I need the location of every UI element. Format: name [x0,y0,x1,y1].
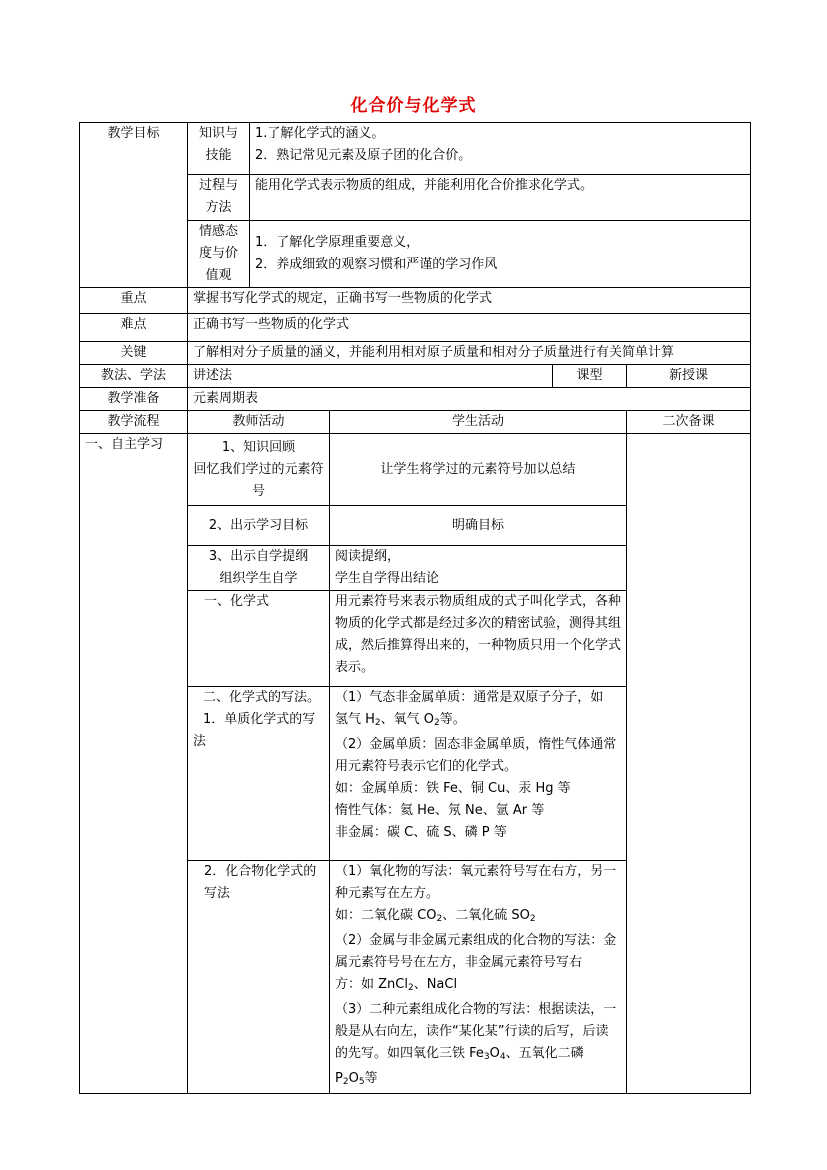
teacher-activity-2: 2、出示学习目标 [188,506,330,546]
notes-header: 二次备课 [627,411,751,434]
knowledge-item-1: 1.了解化学式的涵义。 [255,126,385,141]
goals-label: 教学目标 [80,123,188,288]
student-6-line-1: （1）氧化物的写法：氧元素符号写在右方，另一种元素写在左方。 [335,864,617,901]
knowledge-item-2: 2．熟记常见元素及原子团的化合价。 [255,148,472,163]
student-5-line-5: 非金属：碳 C、硫 S、磷 P 等 [335,825,507,840]
lesson-type-label: 课型 [553,365,627,388]
section-self-study: 一、自主学习 [80,434,188,1094]
flow-row-1 [80,434,751,506]
key-point-text: 掌握书写化学式的规定，正确书写一些物质的化学式 [188,288,751,314]
student-6-line-3: （2）金属与非金属元素组成的化合物的写法：金属元素符号号在左方，非金属元素符号写右 [335,933,617,970]
method-text: 讲述法 [188,365,553,388]
student-5-line-1: （1）气态非金属单质：通常是双原子分子，如 [335,690,604,705]
goals-knowledge-row [80,123,751,175]
student-activity-4: 用元素符号来表示物质组成的式子叫化学式，各种物质的化学式都是经过多次的精密试验，测得其组成，然后推算得出来的，一种物质只用一个化学式表示。 [330,591,627,687]
flow-header-row [80,411,751,434]
page-title: 化合价与化学式 [350,96,477,116]
student-activity-1: 让学生将学过的元素符号加以总结 [330,434,627,506]
knowledge-content [250,123,751,175]
flow-header: 教学流程 [80,411,188,434]
student-6-line-5: $P_2O_5$等 [335,1071,378,1087]
teacher-activity-4: 一、化学式 [188,591,330,687]
difficulty-row [80,314,751,342]
emotion-item-1: 1．了解化学原理重要意义， [255,235,420,250]
teacher-activity-5-line-2: 1．单质化学式的写法 [193,712,316,749]
student-activity-3-line-1: 阅读提纲， [335,549,401,564]
key-row [80,342,751,365]
teacher-activity-6: 2．化合物化学式的写法 [188,861,330,1094]
teacher-header: 教师活动 [188,411,330,434]
teacher-activity-5 [188,687,330,861]
student-activity-3 [330,546,627,591]
notes-cell [627,434,751,1094]
process-label: 过程与方法 [188,175,250,221]
process-content: 能用化学式表示物质的组成，并能利用化合价推求化学式。 [250,175,751,221]
student-5-line-3: 如：金属单质：铁 Fe、铜 Cu、汞 Hg 等 [335,781,571,796]
lesson-plan-table [79,122,751,1094]
teacher-activity-1-line-2: 回忆我们学过的元素符号 [193,461,324,499]
lesson-type-value: 新授课 [627,365,751,388]
method-row [80,365,751,388]
prep-label: 教学准备 [80,388,188,411]
difficulty-text: 正确书写一些物质的化学式 [188,314,751,342]
prep-row [80,388,751,411]
student-6-line-2: 如：二氧化碳 $CO_2$、二氧化硫 $SO_2$ [335,908,536,924]
knowledge-label: 知识与技能 [188,123,250,175]
student-5-line-4: 惰性气体：氦 He、氖 Ne、氩 Ar 等 [335,803,545,818]
key-label: 关键 [80,342,188,365]
student-6-line-4: （3）二种元素组成化合物的写法：根据读法，一般是从右向左，读作“某化某”行读的后写，后读的先写。如四氧化三铁 $Fe_3O_4$、五氧化二磷 [335,1002,617,1062]
teacher-activity-3 [188,546,330,591]
teacher-activity-1-line-1: 1、知识回顾 [221,439,296,455]
teacher-activity-5-line-1: 二、化学式的写法。 [203,690,321,705]
method-label: 教法、学法 [80,365,188,388]
key-text: 了解相对分子质量的涵义，并能利用相对原子质量和相对分子质量进行有关简单计算 [188,342,751,365]
student-activity-2: 明确目标 [330,506,627,546]
student-activity-3-line-2: 学生自学得出结论 [335,571,440,586]
difficulty-label: 难点 [80,314,188,342]
key-point-label: 重点 [80,288,188,314]
prep-text: 元素周期表 [188,388,751,411]
student-6-line-3b: 方：如 ZnCl$_2$、NaCl [335,977,458,993]
key-point-row [80,288,751,314]
teacher-activity-3-line-2: 组织学生自学 [219,571,298,586]
student-activity-6 [330,861,627,1094]
student-header: 学生活动 [330,411,627,434]
teacher-activity-1 [188,434,330,506]
student-activity-5 [330,687,627,861]
emotion-content [250,221,751,288]
teacher-activity-3-line-1: 3、出示自学提纲 [208,549,309,564]
student-5-line-1b: 氢气 $H_2$、氧气 $O_2$等。 [335,712,466,728]
emotion-label: 情感态度与价值观 [188,221,250,288]
student-5-line-2: （2）金属单质：固态非金属单质，惰性气体通常用元素符号表示它们的化学式。 [335,737,617,774]
emotion-item-2: 2．养成细致的观察习惯和严谨的学习作风 [255,257,498,272]
